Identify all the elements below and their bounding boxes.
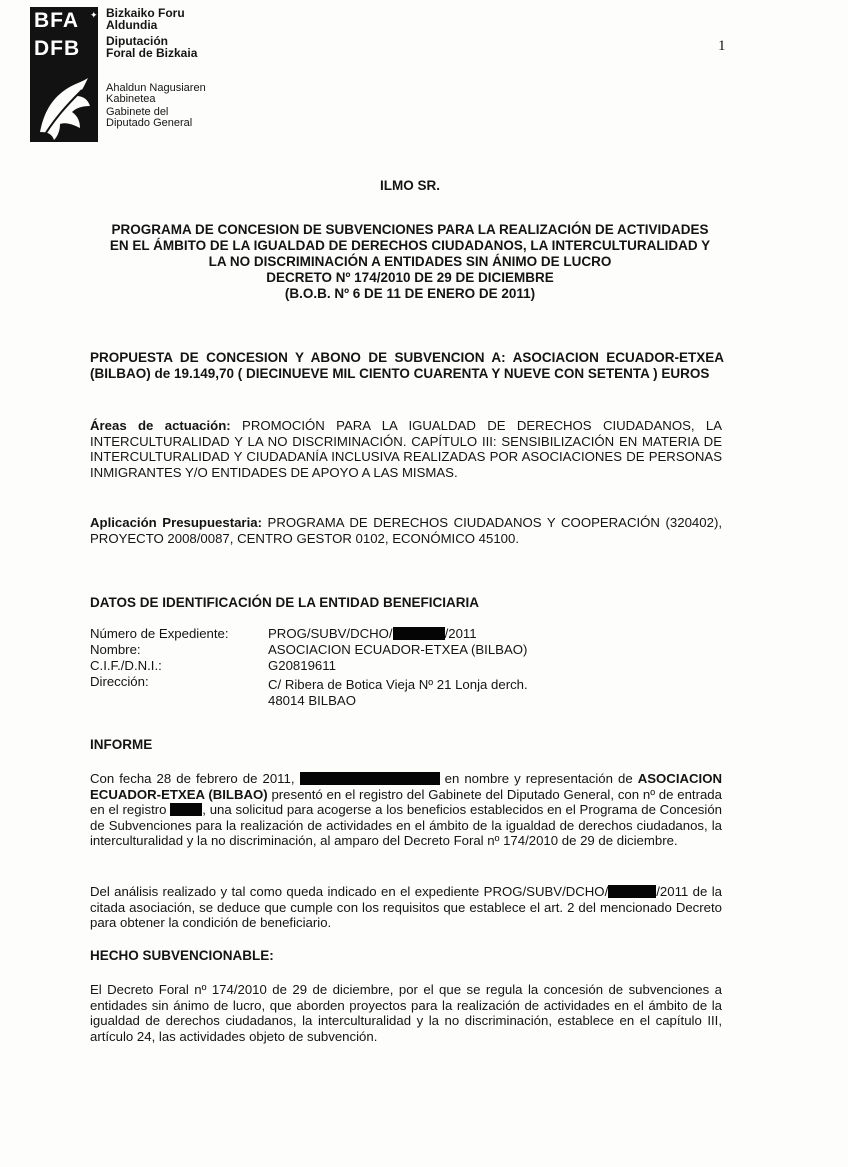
dept-basque-1: Ahaldun Nagusiaren (106, 82, 206, 94)
program-title-line-1: PROGRAMA DE CONCESION DE SUBVENCIONES PARA LA REALIZACIÓN DE ACTIVIDADES (111, 222, 709, 237)
logo-text-dfb: DFB (34, 37, 81, 60)
redaction-block (393, 627, 445, 640)
redaction-block (608, 885, 656, 898)
program-title-line-3: LA NO DISCRIMINACIÓN A ENTIDADES SIN ÁNIMO DE LUCRO (208, 254, 612, 269)
informe-paragraph-2: Del análisis realizado y tal como queda indicado en el expediente PROG/SUBV/DCHO/ /2011 de la citada asociación, se deduce que cumple con los requisitos que establece el art. 2 del mencionado Decreto para obtener la condición de beneficiario. (90, 884, 722, 930)
direccion-label: Dirección: (90, 674, 149, 689)
expediente-value: PROG/SUBV/DCHO/ /2011 (268, 626, 477, 641)
org-name-spanish-1: Diputación (106, 34, 168, 48)
logo-text-bfa: BFA (34, 9, 79, 32)
areas-text: PROMOCIÓN PARA LA IGUALDAD DE DERECHOS CIUDADANOS, LA INTERCULTURALIDAD Y LA NO DISCRIMINACIÓN. CAPÍTULO III: SENSIBILIZACIÓN EN MATERIA DE INTERCULTURALIDAD Y CIUDADANÍA INCLUSIVA REALIZADAS POR ASOCIACIONES DE PERSONAS INMIGRANTES Y/O ENTIDADES DE APOYO A LAS MISMAS. (90, 418, 723, 480)
hecho-paragraph: El Decreto Foral nº 174/2010 de 29 de diciembre, por el que se regula la concesión de subvenciones a entidades sin ánimo de lucro, que aborden proyectos para la realización de actividades en el ámbito de la igualdad de derechos ciudadanos, la interculturalidad y la no discriminación, establece en el capítulo III, artículo 24, las actividades objeto de subvención. (90, 982, 722, 1044)
direccion-line-2: 48014 BILBAO (268, 693, 356, 708)
org-name-spanish-2: Foral de Bizkaia (106, 46, 198, 60)
nombre-value: ASOCIACION ECUADOR-ETXEA (BILBAO) (268, 642, 528, 657)
direccion-line-1: C/ Ribera de Botica Vieja Nº 21 Lonja derch. (268, 677, 528, 692)
program-title-line-2: EN EL ÁMBITO DE LA IGUALDAD DE DERECHOS CIUDADANOS, LA INTERCULTURALIDAD Y (109, 238, 711, 253)
redaction-block (300, 772, 440, 785)
dept-basque-2: Kabinetea (106, 93, 156, 105)
cif-label: C.I.F./D.N.I.: (90, 658, 162, 673)
star-icon: ✦ (90, 10, 98, 20)
page-number: 1 (718, 38, 726, 54)
salutation: ILMO SR. (380, 178, 440, 193)
areas-paragraph (90, 418, 722, 480)
entity-name: ASOCIACION ECUADOR-ETXEA (BILBAO) (90, 771, 722, 802)
budget-label: Aplicación Presupuestaria: (90, 515, 262, 530)
decree-line: DECRETO Nº 174/2010 DE 29 DE DICIEMBRE (266, 270, 554, 285)
beneficiary-heading: DATOS DE IDENTIFICACIÓN DE LA ENTIDAD BENEFICIARIA (90, 595, 480, 610)
proposal: PROPUESTA DE CONCESION Y ABONO DE SUBVENCION A: ASOCIACION ECUADOR-ETXEA (BILBAO) de 19.149,70 ( DIECINUEVE MIL CIENTO CUARENTA Y NUEVE CON SETENTA ) EUROS (90, 350, 724, 381)
bob-line: (B.O.B. Nº 6 DE 11 DE ENERO DE 2011) (284, 286, 536, 301)
areas-label: Áreas de actuación: (90, 418, 231, 433)
nombre-label: Nombre: (90, 642, 141, 657)
redaction-block (170, 803, 202, 816)
hecho-heading: HECHO SUBVENCIONABLE: (90, 948, 274, 963)
org-name-basque-1: Bizkaiko Foru (106, 6, 185, 20)
org-name-basque-2: Aldundia (106, 18, 158, 32)
cif-value: G20819611 (268, 658, 336, 673)
dept-spanish-2: Diputado General (106, 117, 193, 129)
budget-text: PROGRAMA DE DERECHOS CIUDADANOS Y COOPERACIÓN (320402), PROYECTO 2008/0087, CENTRO GESTOR 0102, ECONÓMICO 45100. (90, 515, 722, 546)
informe-paragraph-1: Con fecha 28 de febrero de 2011, en nombre y representación de ASOCIACION ECUADOR-ETXEA (BILBAO) presentó en el registro del Gabinete del Diputado General, con nº de entrada en el registro , una solicitud para acogerse a los beneficios establecidos en el Programa de Concesión de Subvenciones para la realización de actividades en el ámbito de la igualdad de derechos ciudadanos, la interculturalidad y la no discriminación, al amparo del Decreto Foral nº 174/2010 de 29 de diciembre. (90, 771, 722, 848)
informe-heading: INFORME (90, 737, 153, 752)
budget-paragraph (90, 515, 722, 546)
expediente-label: Número de Expediente: (90, 626, 229, 641)
dept-spanish-1: Gabinete del (106, 106, 169, 118)
oak-leaf-icon (30, 62, 98, 142)
